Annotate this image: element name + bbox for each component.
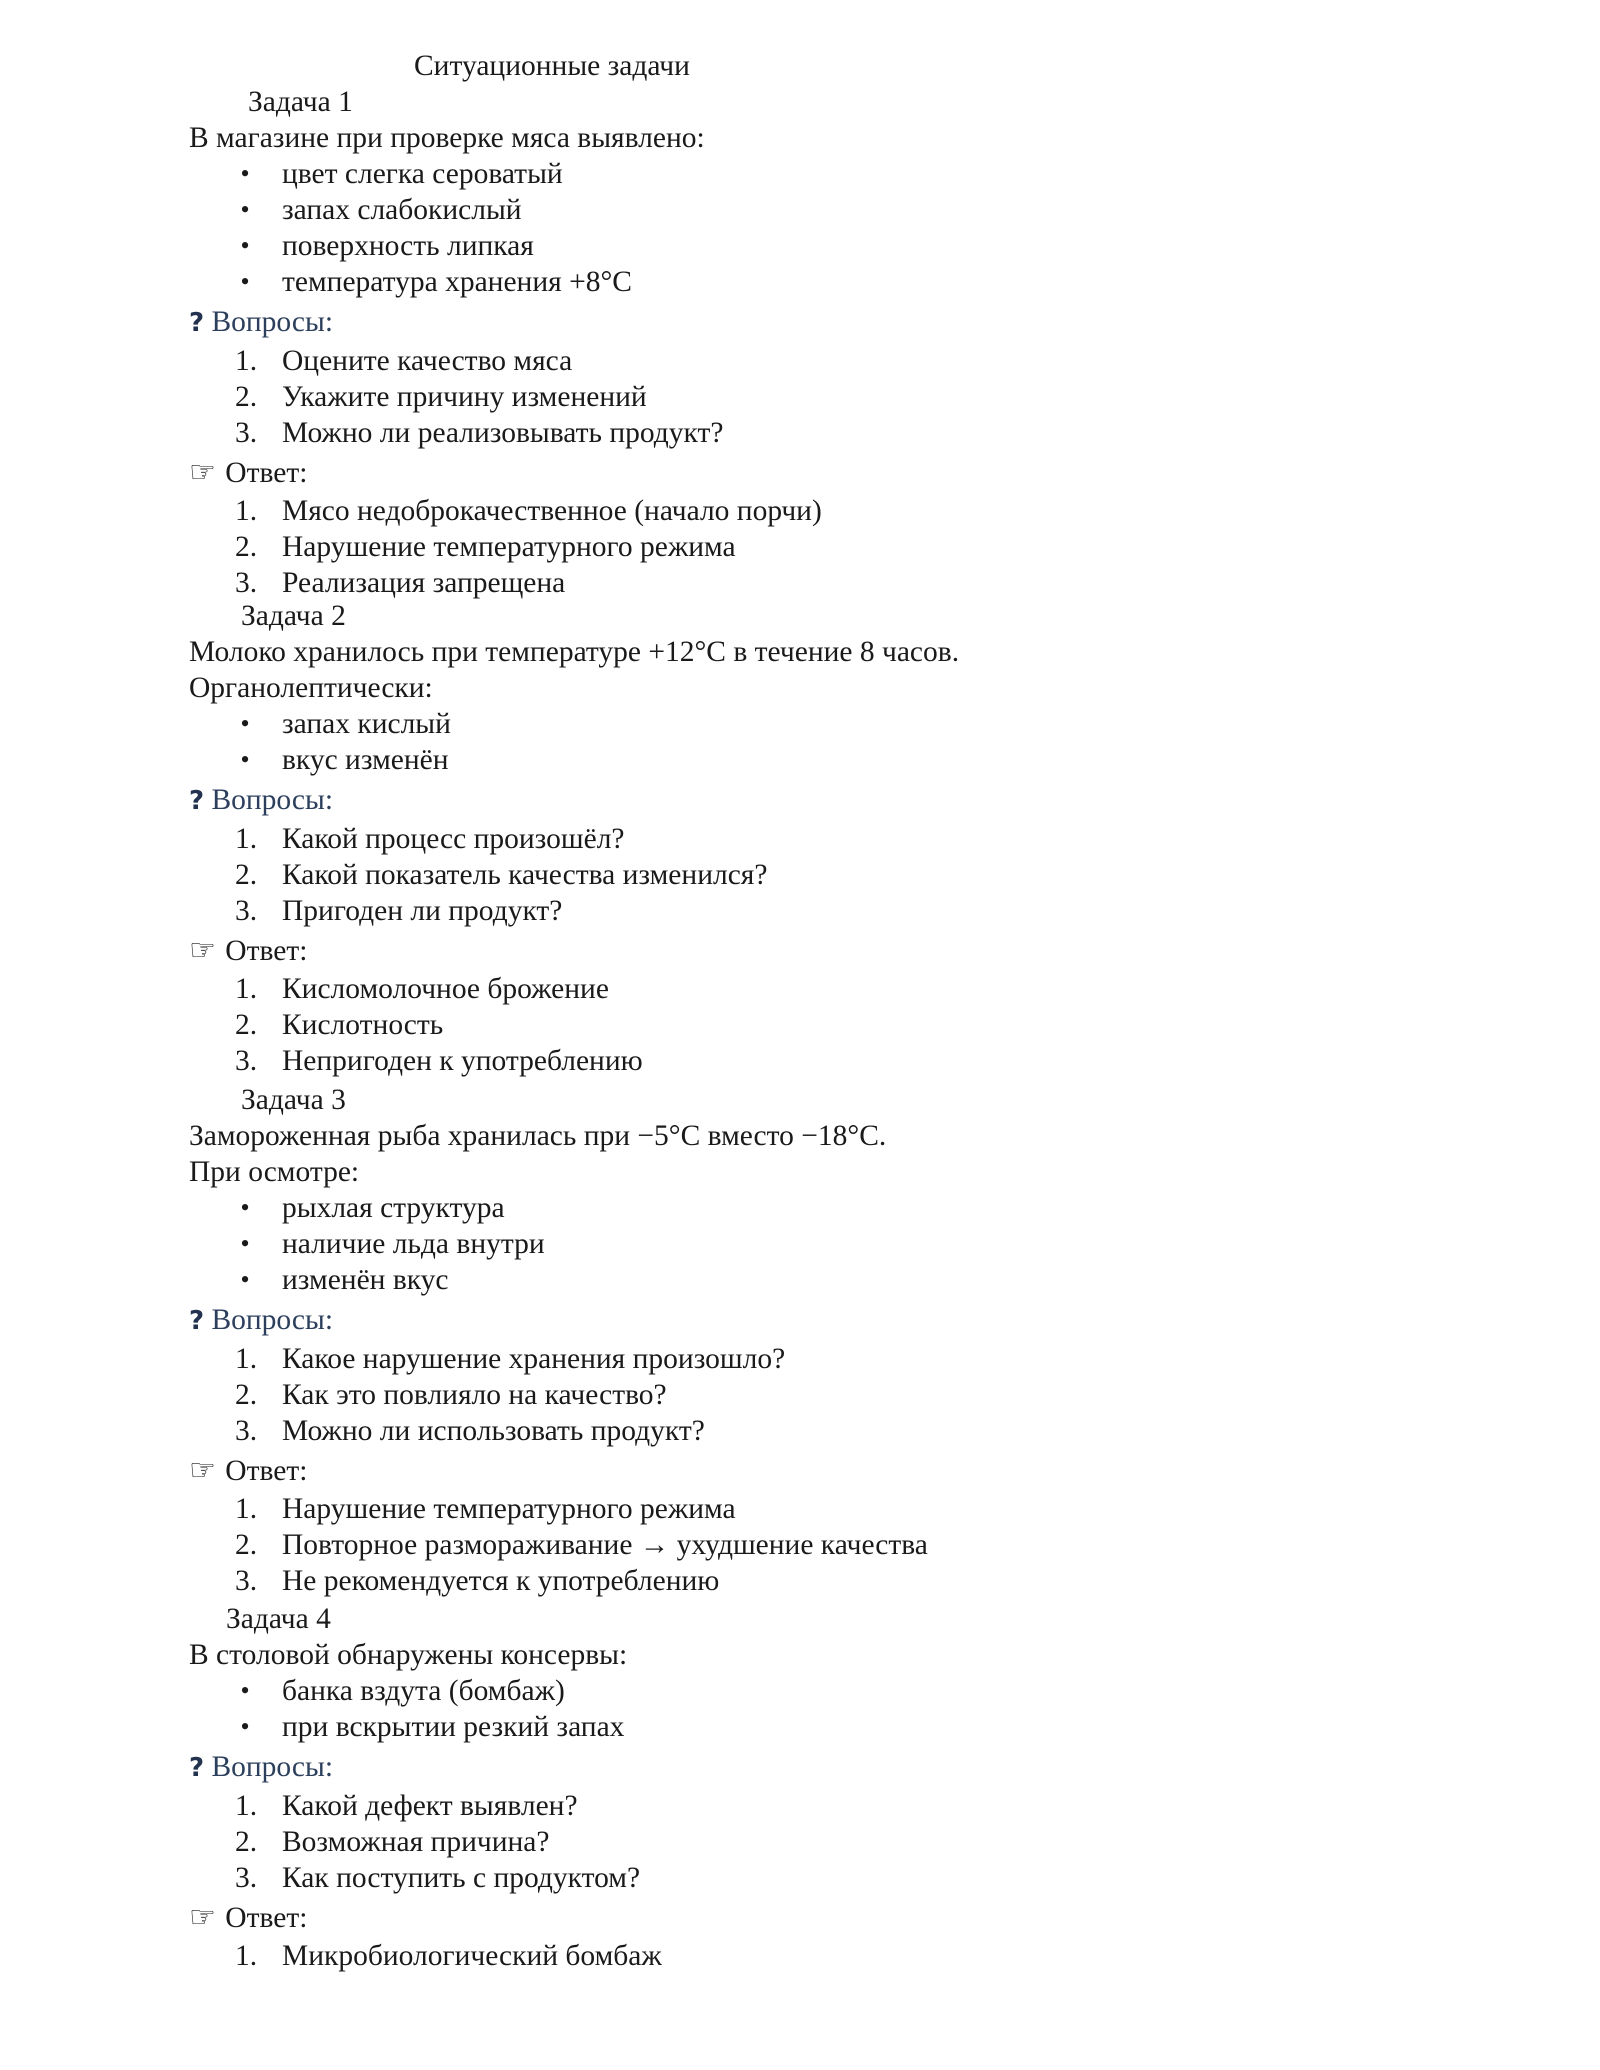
- question-text: Какой процесс произошёл?: [282, 823, 625, 855]
- item-number: 1.: [235, 1493, 258, 1525]
- observation-text: запах кислый: [282, 708, 451, 740]
- observation-text: цвет слегка сероватый: [282, 158, 563, 190]
- answer-heading: [189, 933, 1489, 969]
- item-number: 3.: [235, 417, 258, 449]
- answer-text: Нарушение температурного режима: [282, 531, 736, 563]
- question-text: Какой показатель качества изменился?: [282, 859, 768, 891]
- bullet-icon: •: [240, 1712, 250, 1741]
- question-item: [189, 1860, 1489, 1896]
- questions-heading: [189, 1302, 1489, 1339]
- observation-list: [189, 156, 1489, 300]
- task-heading: [189, 84, 1489, 120]
- item-number: 2.: [235, 1009, 258, 1041]
- question-item: [189, 1788, 1489, 1824]
- question-text: Как это повлияло на качество?: [282, 1379, 667, 1411]
- pointing-hand-icon: ☞: [189, 1453, 216, 1488]
- task-heading-text: Задача 3: [241, 1084, 346, 1116]
- question-list: [189, 1788, 1489, 1896]
- question-item: [189, 1341, 1489, 1377]
- observation-text: при вскрытии резкий запах: [282, 1711, 625, 1743]
- task-heading-text: Задача 4: [226, 1603, 331, 1635]
- observation-item: [189, 742, 1489, 778]
- observation-item: [189, 228, 1489, 264]
- question-item: [189, 415, 1489, 451]
- item-number: 1.: [235, 495, 258, 527]
- question-mark-icon: ?: [189, 1306, 205, 1336]
- item-number: 1.: [235, 345, 258, 377]
- answer-list: [189, 1491, 1489, 1599]
- question-mark-icon: ?: [189, 308, 205, 338]
- bullet-icon: •: [240, 231, 250, 260]
- question-mark-icon: ?: [189, 1753, 205, 1783]
- bullet-icon: •: [240, 1265, 250, 1294]
- answer-list: [189, 971, 1489, 1079]
- question-text: Возможная причина?: [282, 1826, 550, 1858]
- answer-text: Кисломолочное брожение: [282, 973, 609, 1005]
- bullet-icon: •: [240, 709, 250, 738]
- item-number: 2.: [235, 531, 258, 563]
- observation-text: температура хранения +8°С: [282, 266, 632, 298]
- item-number: 1.: [235, 823, 258, 855]
- question-item: [189, 857, 1489, 893]
- pointing-hand-icon: ☞: [189, 1900, 216, 1935]
- answer-text: Реализация запрещена: [282, 567, 566, 599]
- task-heading-text: Задача 1: [248, 86, 353, 118]
- observation-item: [189, 1226, 1489, 1262]
- task-intro-line: Молоко хранилось при температуре +12°С в течение 8 часов.: [189, 636, 960, 668]
- answer-item: [189, 1527, 1489, 1563]
- answer-item: [189, 529, 1489, 565]
- observation-item: [189, 156, 1489, 192]
- observation-item: [189, 1673, 1489, 1709]
- question-text: Как поступить с продуктом?: [282, 1862, 641, 1894]
- item-number: 3.: [235, 567, 258, 599]
- answer-item: [189, 971, 1489, 1007]
- task-intro-line: Замороженная рыба хранилась при −5°С вместо −18°С.: [189, 1120, 887, 1152]
- answer-text: Нарушение температурного режима: [282, 1493, 736, 1525]
- questions-label: Вопросы:: [211, 784, 334, 816]
- observation-text: запах слабокислый: [282, 194, 522, 226]
- answer-item: [189, 1043, 1489, 1079]
- observation-item: [189, 1190, 1489, 1226]
- question-mark-icon: ?: [189, 786, 205, 816]
- task-intro-line: В столовой обнаружены консервы:: [189, 1639, 628, 1671]
- answer-label: Ответ:: [225, 1902, 308, 1934]
- question-text: Можно ли использовать продукт?: [282, 1415, 705, 1447]
- answer-label: Ответ:: [225, 1455, 308, 1487]
- question-text: Какое нарушение хранения произошло?: [282, 1343, 786, 1375]
- answer-text: Не рекомендуется к употреблению: [282, 1565, 720, 1597]
- answer-heading: [189, 455, 1489, 491]
- task-intro-line: В магазине при проверке мяса выявлено:: [189, 122, 705, 154]
- item-number: 2.: [235, 381, 258, 413]
- item-number: 3.: [235, 895, 258, 927]
- question-item: [189, 893, 1489, 929]
- answer-label: Ответ:: [225, 457, 308, 489]
- question-text: Можно ли реализовывать продукт?: [282, 417, 724, 449]
- answer-item: [189, 1491, 1489, 1527]
- question-text: Оцените качество мяса: [282, 345, 573, 377]
- answer-heading: [189, 1453, 1489, 1489]
- pointing-hand-icon: ☞: [189, 933, 216, 968]
- answer-list: [189, 493, 1489, 601]
- item-number: 2.: [235, 1826, 258, 1858]
- bullet-icon: •: [240, 1676, 250, 1705]
- item-number: 3.: [235, 1045, 258, 1077]
- observation-item: [189, 192, 1489, 228]
- bullet-icon: •: [240, 195, 250, 224]
- task-heading: [189, 1601, 1489, 1637]
- question-list: [189, 1341, 1489, 1449]
- item-number: 3.: [235, 1415, 258, 1447]
- item-number: 2.: [235, 859, 258, 891]
- question-item: [189, 1824, 1489, 1860]
- questions-label: Вопросы:: [211, 1304, 334, 1336]
- answer-item: [189, 565, 1489, 601]
- question-item: [189, 1413, 1489, 1449]
- task-intro-line: При осмотре:: [189, 1156, 360, 1188]
- observation-text: рыхлая структура: [282, 1192, 505, 1224]
- answer-item: [189, 1938, 1489, 1974]
- task-heading: [189, 1082, 1489, 1118]
- task-block: [189, 84, 1489, 601]
- observation-item: [189, 264, 1489, 300]
- item-number: 1.: [235, 973, 258, 1005]
- question-text: Пригоден ли продукт?: [282, 895, 563, 927]
- observation-item: [189, 706, 1489, 742]
- question-list: [189, 821, 1489, 929]
- answer-list: [189, 1938, 1489, 1974]
- answer-label: Ответ:: [225, 935, 308, 967]
- item-number: 1.: [235, 1790, 258, 1822]
- observation-text: вкус изменён: [282, 744, 449, 776]
- observation-text: поверхность липкая: [282, 230, 534, 262]
- observation-text: банка вздута (бомбаж): [282, 1675, 565, 1707]
- questions-label: Вопросы:: [211, 306, 334, 338]
- task-block: [189, 1082, 1489, 1599]
- bullet-icon: •: [240, 1193, 250, 1222]
- answer-text: Повторное размораживание → ухудшение качества: [282, 1529, 928, 1561]
- bullet-icon: •: [240, 745, 250, 774]
- observation-list: [189, 1190, 1489, 1298]
- observation-list: [189, 1673, 1489, 1745]
- task-block: [189, 598, 1489, 1079]
- questions-heading: [189, 1749, 1489, 1786]
- question-item: [189, 821, 1489, 857]
- item-number: 3.: [235, 1565, 258, 1597]
- questions-heading: [189, 304, 1489, 341]
- observation-list: [189, 706, 1489, 778]
- task-heading: [189, 598, 1489, 634]
- question-item: [189, 379, 1489, 415]
- answer-text: Непригоден к употреблению: [282, 1045, 643, 1077]
- question-item: [189, 343, 1489, 379]
- question-item: [189, 1377, 1489, 1413]
- item-number: 1.: [235, 1343, 258, 1375]
- question-list: [189, 343, 1489, 451]
- task-block: [189, 1601, 1489, 1974]
- observation-item: [189, 1262, 1489, 1298]
- answer-item: [189, 493, 1489, 529]
- task-intro-line: Органолептически:: [189, 672, 433, 704]
- bullet-icon: •: [240, 1229, 250, 1258]
- item-number: 2.: [235, 1379, 258, 1411]
- answer-text: Микробиологический бомбаж: [282, 1940, 662, 1972]
- task-heading-text: Задача 2: [241, 600, 346, 632]
- item-number: 1.: [235, 1940, 258, 1972]
- item-number: 2.: [235, 1529, 258, 1561]
- answer-text: Мясо недоброкачественное (начало порчи): [282, 495, 822, 527]
- question-text: Укажите причину изменений: [282, 381, 647, 413]
- bullet-icon: •: [240, 159, 250, 188]
- document-title: Ситуационные задачи: [414, 50, 690, 82]
- observation-text: наличие льда внутри: [282, 1228, 545, 1260]
- answer-text: Кислотность: [282, 1009, 444, 1041]
- bullet-icon: •: [240, 267, 250, 296]
- question-text: Какой дефект выявлен?: [282, 1790, 578, 1822]
- answer-item: [189, 1563, 1489, 1599]
- observation-item: [189, 1709, 1489, 1745]
- answer-heading: [189, 1900, 1489, 1936]
- answer-item: [189, 1007, 1489, 1043]
- questions-label: Вопросы:: [211, 1751, 334, 1783]
- observation-text: изменён вкус: [282, 1264, 449, 1296]
- questions-heading: [189, 782, 1489, 819]
- pointing-hand-icon: ☞: [189, 455, 216, 490]
- item-number: 3.: [235, 1862, 258, 1894]
